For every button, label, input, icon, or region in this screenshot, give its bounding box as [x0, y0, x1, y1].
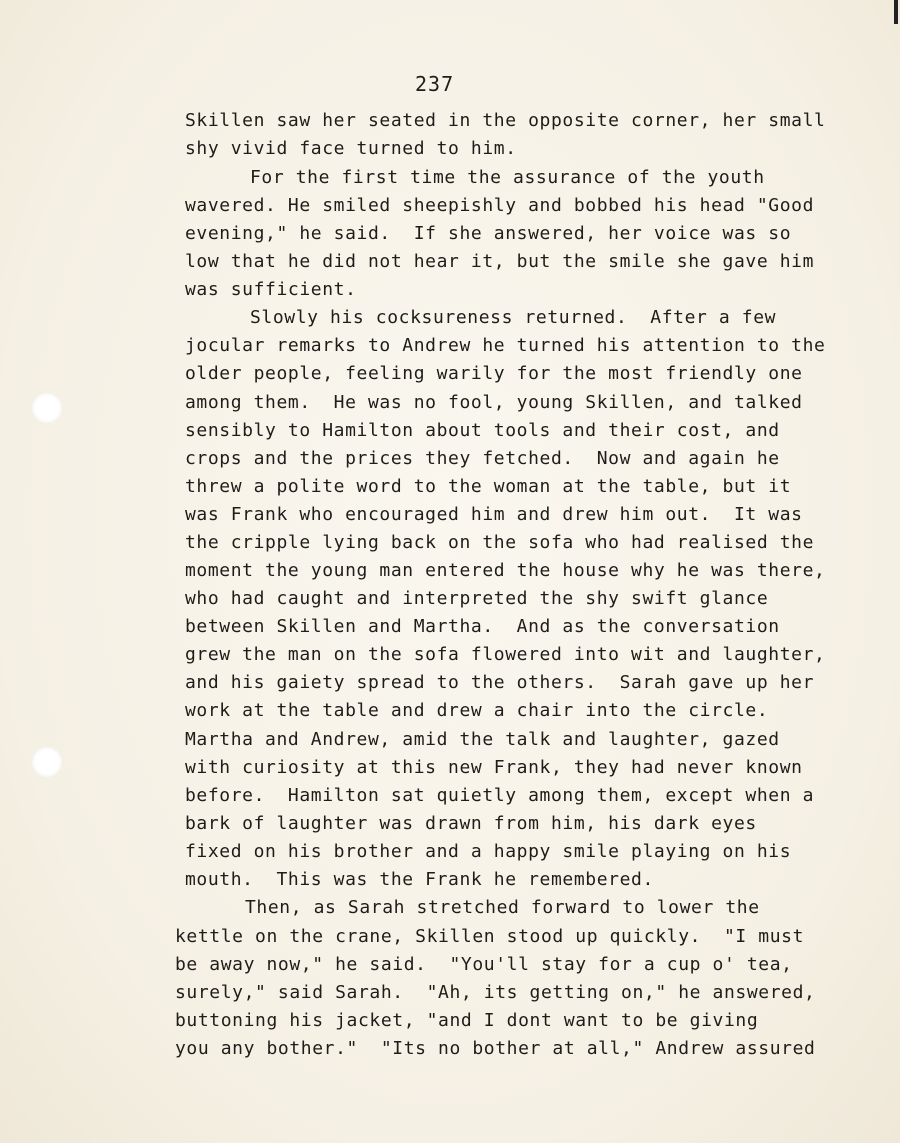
page-number: 237	[415, 72, 455, 96]
text-line: older people, feeling warily for the most friendly one	[185, 363, 803, 384]
text-line: shy vivid face turned to him.	[185, 138, 517, 159]
text-line: between Skillen and Martha. And as the conversation	[185, 616, 780, 637]
text-line: Slowly his cocksureness returned. After a few	[250, 307, 777, 328]
text-line: jocular remarks to Andrew he turned his attention to the	[185, 335, 826, 356]
text-line: mouth. This was the Frank he remembered.	[185, 869, 654, 890]
text-line: Then, as Sarah stretched forward to lower the	[245, 897, 760, 918]
text-line: before. Hamilton sat quietly among them, except when a	[185, 785, 815, 806]
text-line: fixed on his brother and a happy smile playing on his	[185, 841, 792, 862]
text-line: evening," he said. If she answered, her voice was so	[185, 223, 792, 244]
text-line: with curiosity at this new Frank, they had never known	[185, 757, 803, 778]
text-line: Martha and Andrew, amid the talk and laughter, gazed	[185, 729, 780, 750]
text-line: For the first time the assurance of the youth	[250, 167, 765, 188]
text-line: moment the young man entered the house why he was there,	[185, 560, 826, 581]
text-line: surely," said Sarah. "Ah, its getting on," he answered,	[175, 982, 816, 1003]
text-line: Skillen saw her seated in the opposite corner, her small	[185, 110, 826, 131]
text-line: among them. He was no fool, young Skillen, and talked	[185, 392, 803, 413]
text-line: buttoning his jacket, "and I dont want to be giving	[175, 1010, 759, 1031]
punch-hole	[32, 393, 62, 423]
text-line: was Frank who encouraged him and drew him out. It was	[185, 504, 803, 525]
text-line: who had caught and interpreted the shy swift glance	[185, 588, 769, 609]
text-line: and his gaiety spread to the others. Sarah gave up her	[185, 672, 815, 693]
text-line: wavered. He smiled sheepishly and bobbed his head "Good	[185, 195, 815, 216]
text-line: bark of laughter was drawn from him, his dark eyes	[185, 813, 757, 834]
edge-mark	[894, 0, 898, 24]
punch-hole	[32, 747, 62, 777]
text-line: be away now," he said. "You'll stay for a cup o' tea,	[175, 954, 793, 975]
text-line: kettle on the crane, Skillen stood up quickly. "I must	[175, 926, 805, 947]
text-line: grew the man on the sofa flowered into wit and laughter,	[185, 644, 826, 665]
text-line: the cripple lying back on the sofa who had realised the	[185, 532, 815, 553]
text-line: crops and the prices they fetched. Now and again he	[185, 448, 780, 469]
text-line: sensibly to Hamilton about tools and their cost, and	[185, 420, 780, 441]
text-line: work at the table and drew a chair into the circle.	[185, 700, 769, 721]
text-line: threw a polite word to the woman at the table, but it	[185, 476, 792, 497]
text-line: low that he did not hear it, but the smile she gave him	[185, 251, 815, 272]
text-line: was sufficient.	[185, 279, 357, 300]
text-line: you any bother." "Its no bother at all," Andrew assured	[175, 1038, 816, 1059]
